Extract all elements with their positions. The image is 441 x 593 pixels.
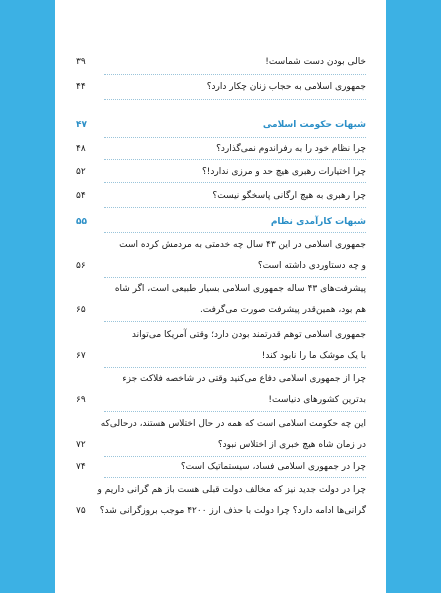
page-number: ۳۹ (76, 57, 86, 67)
page-number: ۵۴ (76, 191, 86, 201)
item-title: چرا اختیارات رهبری هیچ حد و مرزی ندارد!؟ (202, 167, 366, 177)
item-title: چرا در دولت جدید نیز که مخالف دولت قبلی هست باز هم گرانی داریم و گرانی‌ها ادامه دارد؟ چرا دولت با حذف ارز ۴۲۰۰ موجب بروزگرانی شد؟ (97, 485, 366, 516)
page-number: ۷۴ (76, 462, 86, 472)
page-number: ۶۵ (76, 305, 86, 315)
section-title: شبهات کارآمدی نظام (270, 217, 366, 227)
page-number: ۶۹ (76, 395, 86, 405)
page-number: ۵۲ (76, 167, 86, 177)
page-number: ۷۵ (76, 506, 86, 516)
item-title: چرا رهبری به هیچ ارگانی پاسخگو نیست؟ (212, 191, 366, 201)
item-title: جمهوری اسلامی در این ۴۳ سال چه خدمتی به مردمش کرده است و چه دستاوردی داشته است؟ (119, 240, 366, 271)
page-number: ۴۷ (76, 120, 87, 130)
page-number: ۷۲ (76, 440, 86, 450)
right-margin-band (386, 0, 441, 593)
item-title: این چه حکومت اسلامی است که همه در حال اختلاس هستند، درحالی‌که در زمان شاه هیچ خبری از اختلاس نبود؟ (100, 419, 366, 450)
page-number: ۴۴ (76, 82, 86, 92)
dotted-separator (104, 159, 366, 161)
item-title: چرا نظام خود را به رفراندوم نمی‌گذارد؟ (216, 144, 366, 154)
dotted-separator (104, 74, 366, 76)
page-number: ۵۶ (76, 261, 86, 271)
dotted-separator (104, 99, 366, 101)
dotted-separator (104, 321, 366, 323)
item-title: جمهوری اسلامی به حجاب زنان چکار دارد؟ (206, 82, 366, 92)
item-title: پیشرفت‌های ۴۳ ساله جمهوری اسلامی بسیار طبیعی است، اگر شاه هم بود، همین‌قدر پیشرفت صورت می‌گرفت. (114, 284, 366, 315)
page-number: ۵۵ (76, 217, 87, 227)
page-number: ۴۸ (76, 144, 86, 154)
item-title: خالی بودن دست شماست! (265, 57, 366, 67)
item-title: چرا در جمهوری اسلامی فساد، سیستماتیک است؟ (180, 462, 366, 472)
item-title: جمهوری اسلامی توهم قدرتمند بودن دارد؛ وقتی آمریکا می‌تواند با یک موشک ما را نابود کند! (131, 330, 366, 361)
dotted-separator (104, 232, 366, 234)
page-number: ۶۷ (76, 351, 86, 361)
dotted-separator (104, 411, 366, 413)
dotted-separator (104, 477, 366, 479)
dotted-separator (104, 182, 366, 184)
item-title: چرا از جمهوری اسلامی دفاع می‌کنید وقتی در شاخصه فلاکت جزء بدترین کشورهای دنیاست! (122, 374, 366, 405)
section-title: شبهات حکومت اسلامی (262, 120, 366, 130)
dotted-separator (104, 207, 366, 209)
left-margin-band (0, 0, 55, 593)
